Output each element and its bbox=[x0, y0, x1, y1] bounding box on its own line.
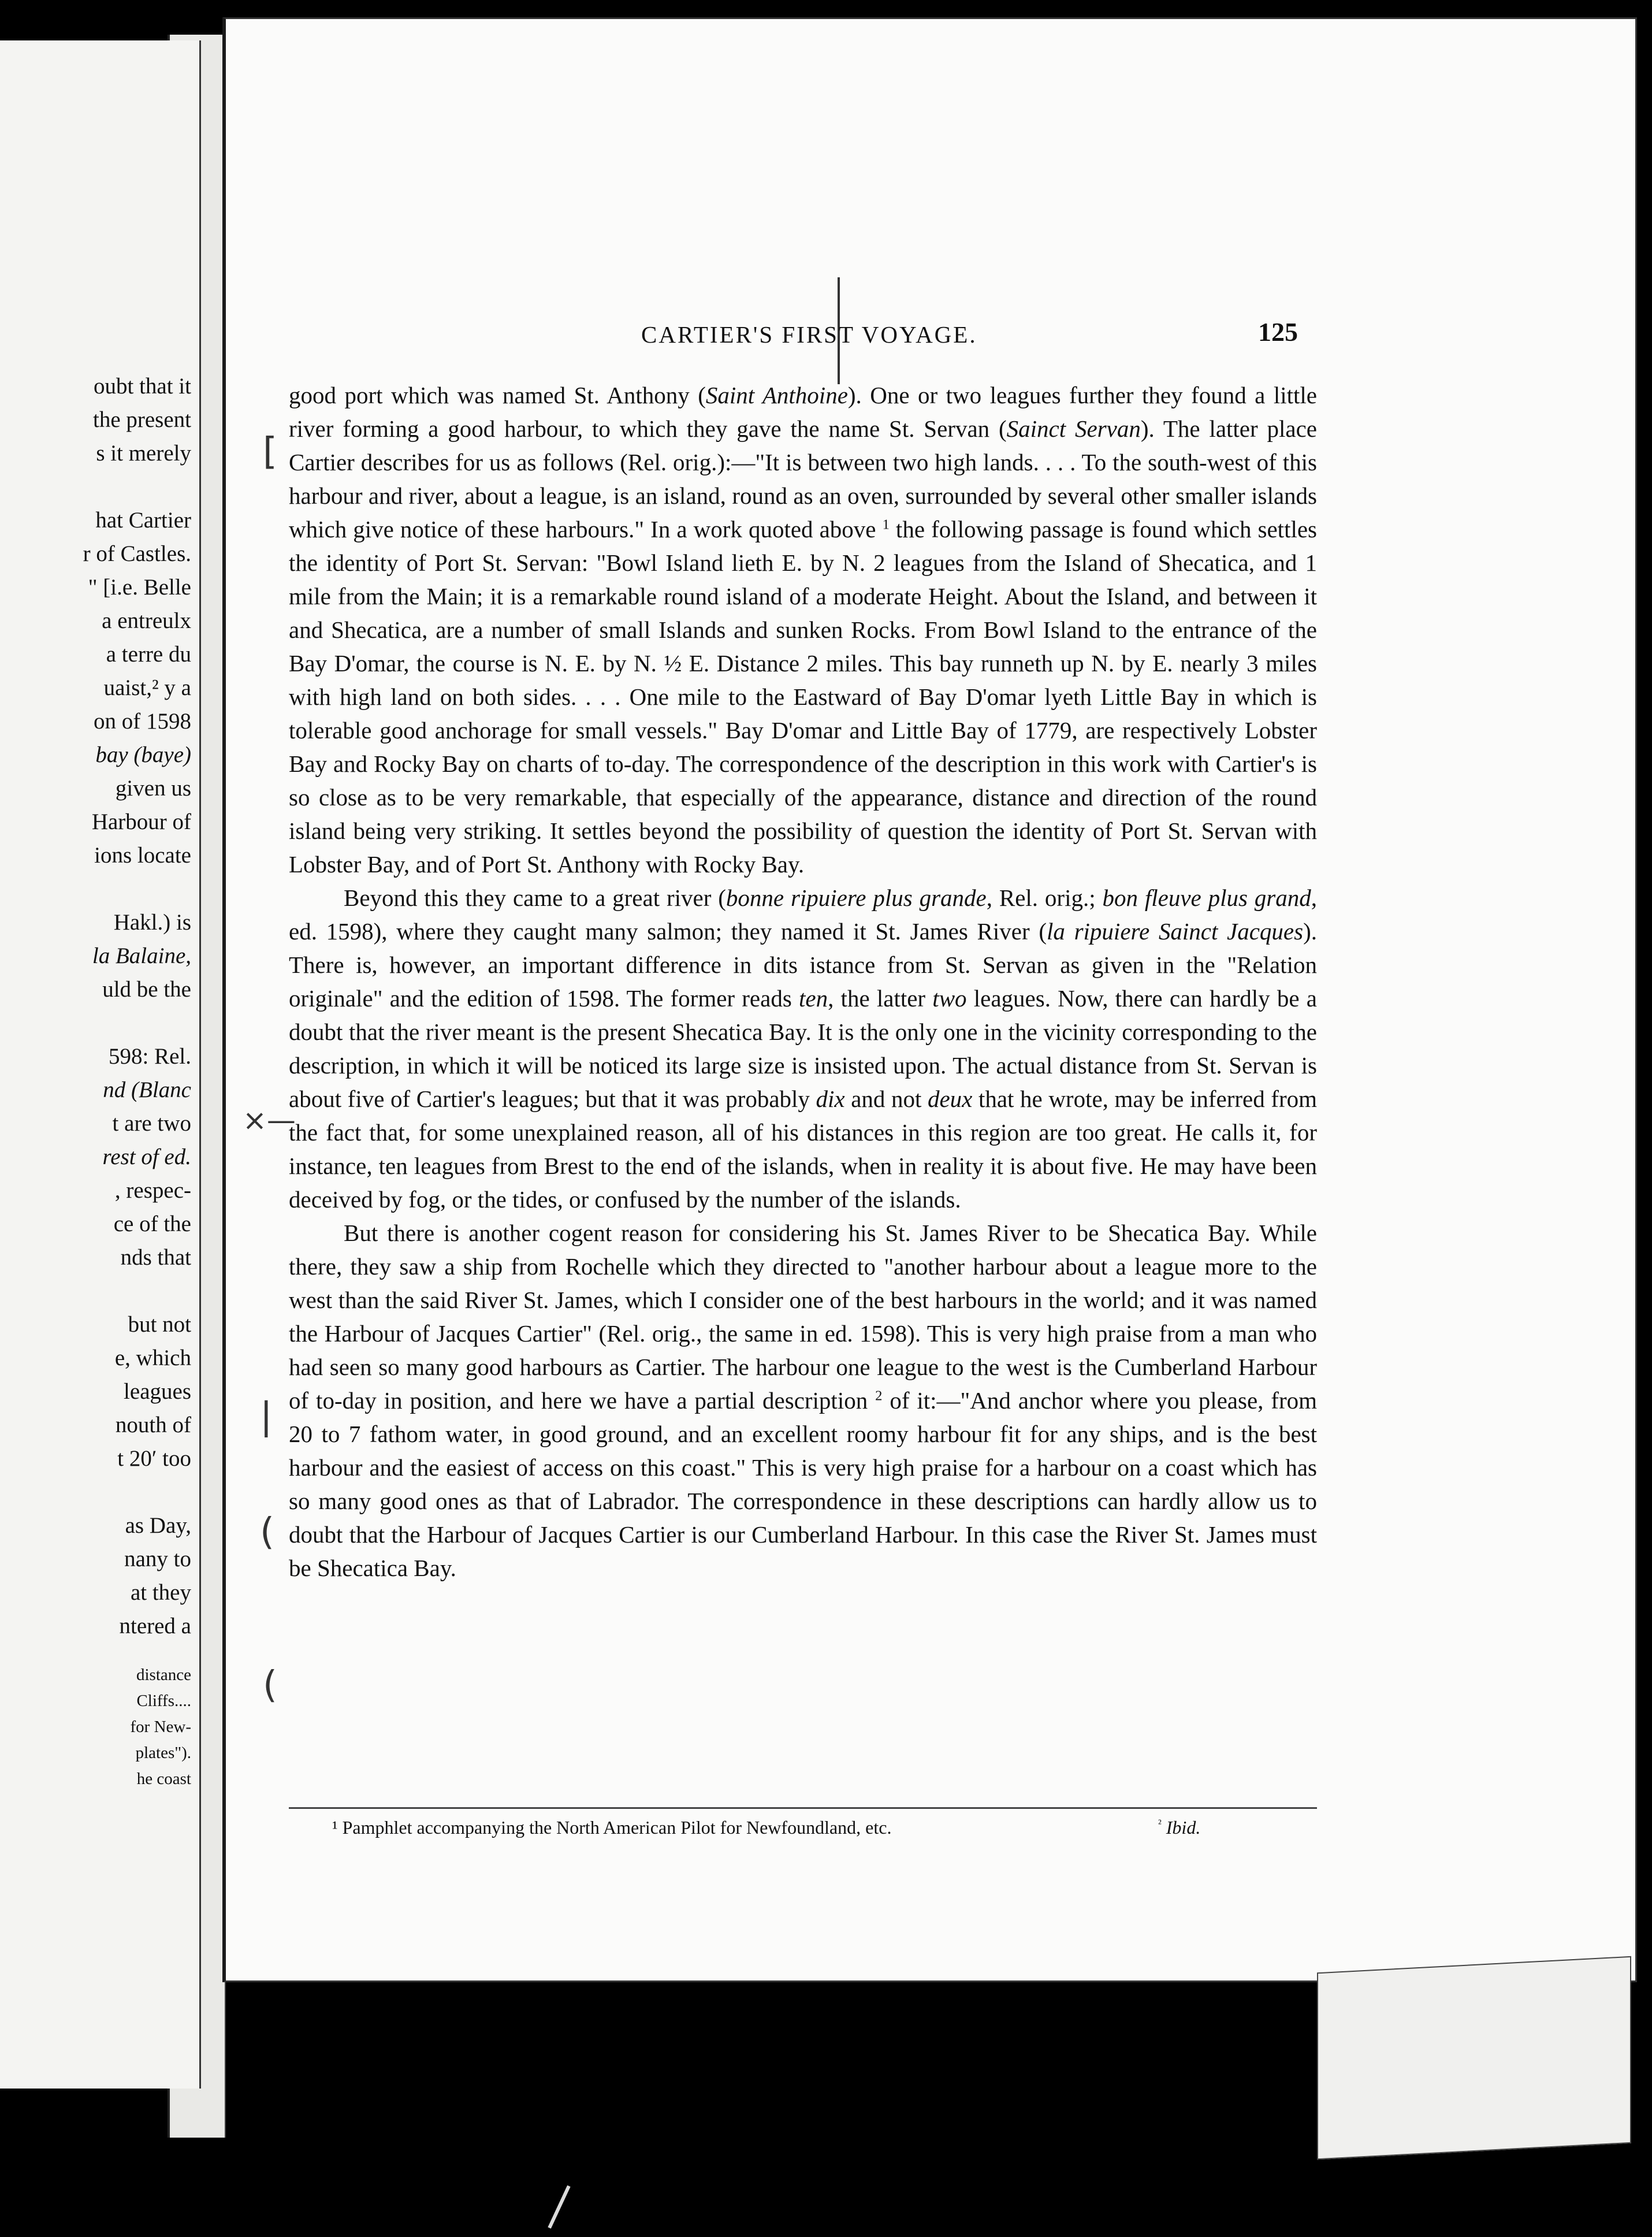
margin-bracket-mark: ( bbox=[260, 1511, 274, 1554]
left-page-line: s it merely bbox=[96, 441, 191, 466]
left-page-line: e, which bbox=[114, 1346, 191, 1370]
left-page-line: 598: Rel. bbox=[109, 1044, 191, 1069]
left-page-line: nd (Blanc bbox=[103, 1077, 191, 1102]
left-page-line: la Balaine, bbox=[92, 943, 191, 968]
left-page-line: Harbour of bbox=[91, 809, 191, 834]
left-page-footnote-line: plates"). bbox=[135, 1744, 191, 1762]
footnote-1: ¹ Pamphlet accompanying the North American Pilot for Newfoundland, etc. bbox=[332, 1817, 892, 1838]
paragraph-3: But there is another cogent reason for considering his St. James River to be Shecatica Bay. While there, they saw a ship from Rochelle which they directed to "another harbour about a league more to the west than the said River St. James, which I consider one of the best harbours in the world; and it was named the Harbour of Jacques Cartier" (Rel. orig., the same in ed. 1598). This is very high praise from a man who had seen so many good harbours as Cartier. The harbour one league to the west is the Cumberland Harbour of to-day in position, and here we have a partial description $^2$ of it:—"And anchor where you please, from 20 to 7 fathom water, in good ground, and an excellent roomy harbour fit for any ships, and is the best harbour and the easiest of access on this coast." This is very high praise for a harbour on a coast which has so many good ones as that of Labrador. The correspondence in these descriptions can hardly allow us to doubt that the Harbour of Jacques Cartier is our Cumberland Harbour. In this case the River St. James must be Shecatica Bay. bbox=[289, 1220, 1317, 1581]
left-page-line: Hakl.) is bbox=[113, 910, 191, 935]
footnote-rule bbox=[289, 1807, 1317, 1809]
footnote-2: $^{^2}$ Ibid. bbox=[1158, 1817, 1201, 1838]
left-page-line: leagues bbox=[124, 1379, 191, 1404]
margin-bracket-mark: ( bbox=[263, 1664, 277, 1707]
margin-arrow-mark: ×— bbox=[243, 1103, 296, 1137]
left-page-line: t are two bbox=[112, 1111, 191, 1136]
left-page-line: given us bbox=[115, 776, 191, 801]
left-page-line: uaist,² y a bbox=[103, 675, 191, 700]
left-page-line: nany to bbox=[124, 1547, 191, 1571]
margin-line-mark: | bbox=[260, 1395, 273, 1438]
left-page-line: a entreulx bbox=[102, 608, 191, 633]
margin-bracket-mark: [ bbox=[263, 430, 277, 473]
page-corner-fold bbox=[1317, 1956, 1631, 2160]
left-page-footnote-line: distance bbox=[136, 1666, 191, 1684]
scan-artifact-mark bbox=[548, 2185, 570, 2228]
running-head: CARTIER'S FIRST VOYAGE. bbox=[641, 321, 977, 348]
body-text bbox=[289, 378, 1317, 1585]
left-page-line: hat Cartier bbox=[95, 508, 191, 533]
left-page-line: ions locate bbox=[94, 843, 191, 868]
left-page-line: ntered a bbox=[119, 1614, 191, 1638]
left-page-line: r of Castles. bbox=[83, 541, 191, 566]
left-page-line: a terre du bbox=[106, 642, 191, 667]
paragraph-2: Beyond this they came to a great river (bonne ripuiere plus grande, Rel. orig.; bon fleuve plus grand, ed. 1598), where they caught many salmon; they named it St. James River (la ripuiere Sainct Jacques). There is, however, an important difference in dits istance from St. Servan as given in the "Relation originale" and the edition of 1598. The former reads ten, the latter two leagues. Now, there can hardly be a doubt that the river meant is the present Shecatica Bay. It is the only one in the vicinity corresponding to the description, in which it will be noticed its large size is insisted upon. The actual distance from St. Servan is about five of Cartier's leagues; but that it was probably dix and not deux that he wrote, may be inferred from the fact that, for some unexplained reason, all of his distances in this region are too great. He calls it, for instance, ten leagues from Brest to the end of the islands, when in reality it is about five. He may have been deceived by fog, or the tides, or confused by the number of the islands. bbox=[289, 885, 1318, 1213]
left-page-line: t 20′ too bbox=[117, 1446, 191, 1471]
page-number: 125 bbox=[1258, 317, 1298, 347]
left-page-line: at they bbox=[130, 1580, 191, 1605]
left-page-line: uld be the bbox=[102, 977, 191, 1002]
footnote-ref-1: 1 bbox=[882, 516, 890, 533]
left-page-line: rest of ed. bbox=[102, 1144, 191, 1169]
left-page-line: bay (baye) bbox=[95, 742, 191, 767]
left-page-footnote-line: he coast bbox=[136, 1770, 191, 1788]
left-page-line: as Day, bbox=[125, 1513, 191, 1538]
left-page-line: " [i.e. Belle bbox=[88, 575, 191, 600]
footnote-ref-2: 2 bbox=[875, 1388, 883, 1404]
left-page-footnote-line: Cliffs.... bbox=[136, 1692, 191, 1710]
left-page-line: but not bbox=[128, 1312, 191, 1337]
left-page-line: ce of the bbox=[113, 1212, 191, 1236]
left-page-line: , respec- bbox=[114, 1178, 191, 1203]
left-page-line: nds that bbox=[120, 1245, 191, 1270]
paragraph-1: good port which was named St. Anthony (Saint Anthoine). One or two leagues further they found a little river forming a good harbour, to which they gave the name St. Servan (Sainct Servan). The latter place Cartier describes for us as follows (Rel. orig.):—"It is between two high lands. . . . To the south-west of this harbour and river, about a league, is an island, round as an oven, surrounded by several other smaller islands which give notice of these harbours." In a work quoted above $^1$ the following passage is found which settles the identity of Port St. Servan: "Bowl Island lieth E. by N. 2 leagues from the Island of Shecatica, and 1 mile from the Main; it is a remarkable round island of a moderate Height. About the Island, and between it and Shecatica, are a number of small Islands and sunken Rocks. From Bowl Island to the entrance of the Bay D'omar, the course is N. E. by N. ½ E. Distance 2 miles. This bay runneth up N. by E. nearly 3 miles with high land on both sides. . . . One mile to the Eastward of Bay D'omar lyeth Little Bay in which is tolerable good anchorage for small vessels." Bay D'omar and Little Bay of 1779, are respectively Lobster Bay and Rocky Bay on charts of to-day. The correspondence of the description in this work with Cartier's is so close as to be very remarkable, that especially of the appearance, distance and direction of the round island being very striking. It settles beyond the possibility of question the identity of Port St. Servan with Lobster Bay, and of Port St. Anthony with Rocky Bay. bbox=[289, 382, 1318, 878]
left-page-line: nouth of bbox=[115, 1413, 191, 1437]
left-page-line: the present bbox=[92, 407, 191, 432]
left-page-footnote-line: for New- bbox=[130, 1718, 191, 1736]
left-page-line: on of 1598 bbox=[94, 709, 191, 734]
left-page-line: oubt that it bbox=[94, 374, 191, 399]
left-page-fragment bbox=[0, 40, 201, 2089]
